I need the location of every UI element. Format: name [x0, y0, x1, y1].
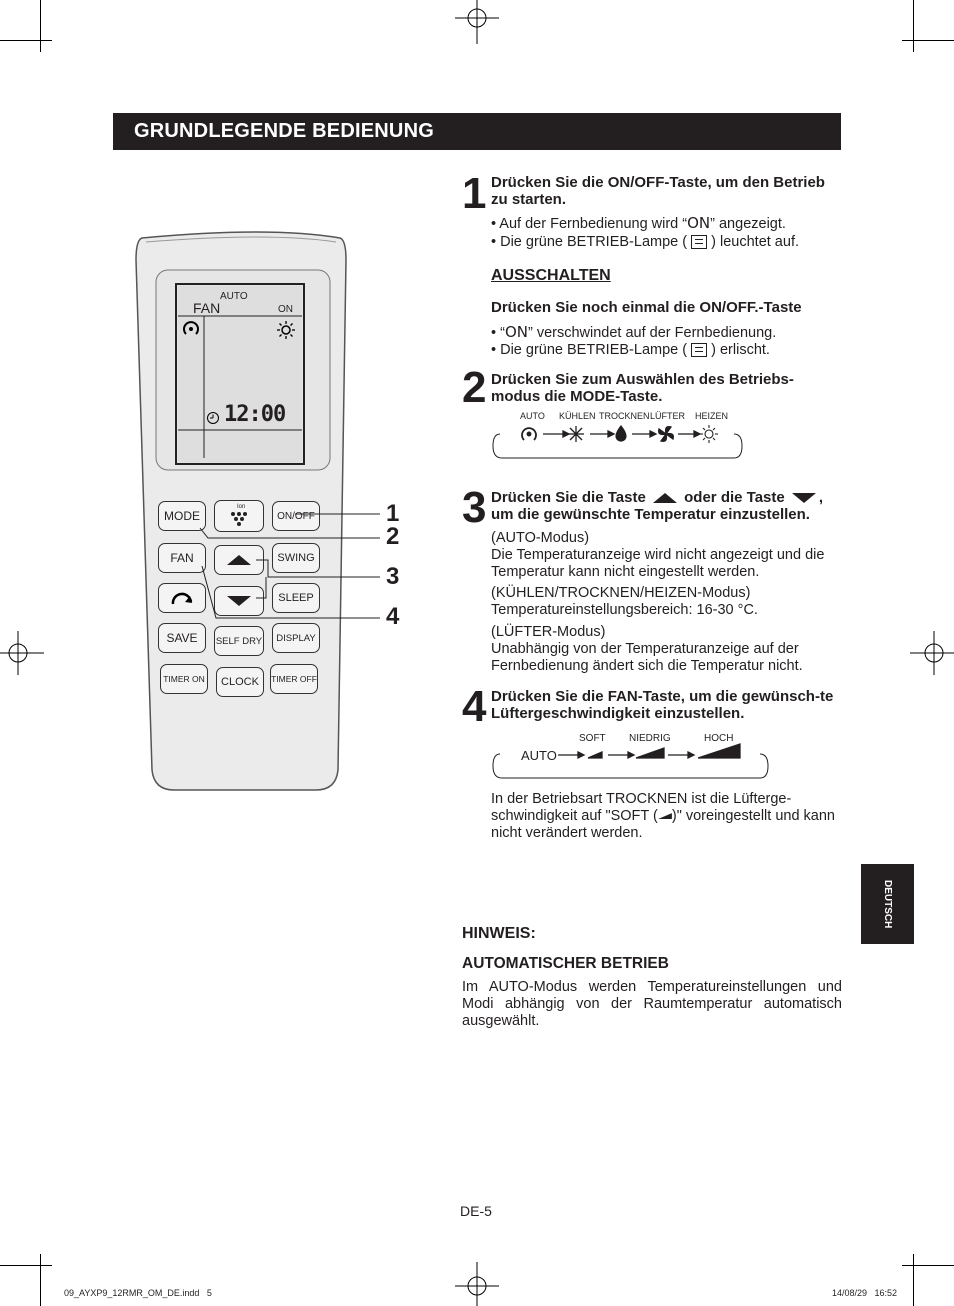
mode-label-cool: KÜHLEN — [559, 411, 596, 421]
page-number: DE-5 — [460, 1203, 492, 1219]
hinweis-heading: HINWEIS: — [462, 925, 536, 942]
crop-mark — [40, 0, 41, 52]
callout-1: 1 — [386, 500, 400, 527]
crop-mark — [913, 1254, 914, 1306]
callout-4: 4 — [386, 603, 400, 630]
step-1-title: Drücken Sie die ON/OFF-Taste, um den Betrieb zu starten. — [491, 174, 825, 208]
step-3-title-line-2: um die gewünschte Temperatur einzustellen. — [491, 506, 810, 523]
off-bullet-2 — [491, 341, 770, 360]
onoff-button-label: ON/OFF — [277, 510, 315, 522]
off-bullet-1-pre: • “ — [491, 325, 505, 341]
footer-date: 14/08/29 16:52 — [832, 1288, 898, 1298]
step-1-bullet-2 — [491, 233, 799, 252]
up-arrow-icon — [653, 493, 677, 503]
speed-label-auto: AUTO — [521, 748, 557, 763]
step-4-note-post: )" voreingestellt und kann nicht verändert werden. — [491, 808, 835, 841]
down-arrow-icon — [792, 493, 816, 503]
display-fan: FAN — [193, 300, 221, 316]
step-4-note — [491, 791, 836, 842]
step-3-title-b: oder die Taste — [684, 489, 785, 506]
auto-mode-icon — [182, 320, 200, 338]
crop-mark — [902, 40, 954, 41]
display-auto: AUTO — [220, 291, 248, 302]
step-4-note-pre: In der Betriebsart TROCKNEN ist die Lüfterge-schwindigkeit auf "SOFT ( — [491, 791, 792, 824]
display-on: ON — [278, 304, 293, 315]
step-4-number: 4 — [462, 682, 487, 731]
callout-lines — [180, 500, 390, 630]
on-indicator-icon: ON — [504, 323, 528, 341]
language-tab — [861, 864, 914, 944]
save-button-label: SAVE — [166, 631, 198, 645]
footer-file: 09_AYXP9_12RMR_OM_DE.indd 5 — [64, 1288, 212, 1298]
mode-label-heat: HEIZEN — [695, 411, 729, 421]
selfdry-button-label: SELF DRY — [215, 635, 263, 647]
speed-label-high: HOCH — [704, 733, 734, 744]
step-1-bullet-1-pre: • Auf der Fernbedienung wird “ — [491, 216, 688, 232]
mode-cycle-diagram — [490, 420, 746, 462]
timeron-button-label: TIMER ON — [163, 674, 205, 684]
heat-mode-icon — [276, 320, 296, 340]
crop-mark — [40, 1254, 41, 1306]
step-3-title-line-1 — [491, 489, 823, 506]
operation-lamp-icon — [691, 235, 707, 249]
off-bullet-1 — [491, 323, 776, 343]
swing-button-label: SWING — [277, 552, 315, 564]
timeroff-button-label: TIMER OFF — [271, 674, 317, 684]
timeroff-button[interactable] — [270, 664, 318, 694]
speed-label-low: NIEDRIG — [629, 733, 671, 744]
step-2-number: 2 — [462, 363, 487, 412]
display-button-label: DISPLAY — [276, 632, 316, 644]
step-3-title-c: , — [818, 489, 824, 506]
registration-mark — [0, 631, 44, 675]
mode-label-dry: TROCKNEN — [599, 411, 650, 421]
step-3-khh-mode: (KÜHLEN/TROCKNEN/HEIZEN-Modus) — [491, 585, 751, 601]
callout-2: 2 — [386, 523, 400, 550]
step-1-number: 1 — [462, 169, 487, 218]
hinweis-text: Im AUTO-Modus werden Temperatureinstellungen und Modi abhängig von der Raumtemperatur automatisch ausgewählt. — [462, 979, 842, 1029]
step-3-khh-text: Temperatureinstellungsbereich: 16-30 °C. — [491, 602, 758, 618]
on-indicator-icon: ON — [687, 214, 711, 232]
selfdry-button[interactable] — [214, 626, 264, 656]
timeron-button[interactable] — [160, 664, 208, 694]
step-4-title: Drücken Sie die FAN-Taste, um die gewünsch-te Lüftergeschwindigkeit einzustellen. — [491, 688, 834, 722]
clock-button-label: CLOCK — [221, 676, 259, 688]
sleep-button-label: SLEEP — [278, 592, 314, 604]
ion-label: Ion — [237, 504, 246, 510]
crop-mark — [0, 40, 52, 41]
step-1-bullet-2-post: ) leuchtet auf. — [711, 234, 799, 250]
fan-button-label: FAN — [170, 551, 194, 565]
off-bullet-1-post: ” verschwindet auf der Fernbedienung. — [527, 325, 777, 341]
operation-lamp-icon — [691, 343, 707, 357]
registration-mark — [455, 1262, 499, 1306]
soft-speed-icon — [658, 813, 672, 819]
step-3-auto-text: Die Temperaturanzeige wird nicht angezeigt und die Temperatur kann nicht eingestellt werden. — [491, 547, 825, 580]
speed-label-soft: SOFT — [579, 733, 606, 744]
clock-button[interactable] — [216, 667, 264, 697]
step-1-bullet-1 — [491, 214, 786, 234]
mode-label-auto: AUTO — [520, 411, 545, 421]
hinweis-subheading: AUTOMATISCHER BETRIEB — [462, 955, 669, 972]
crop-mark — [902, 1265, 954, 1266]
step-3-fan-text: Unabhängig von der Temperaturanzeige auf der Fernbedienung ändert sich die Temperatur nicht. — [491, 641, 803, 674]
off-bullet-2-pre: • Die grüne BETRIEB-Lampe ( — [491, 342, 688, 358]
crop-mark — [913, 0, 914, 52]
step-3-auto-mode: (AUTO-Modus) — [491, 530, 590, 546]
language-tab-label: DEUTSCH — [882, 879, 893, 929]
section-title: GRUNDLEGENDE BEDIENUNG — [134, 120, 434, 142]
off-heading: AUSSCHALTEN — [491, 267, 611, 284]
step-2-title: Drücken Sie zum Auswählen des Betriebs-modus die MODE-Taste. — [491, 371, 794, 405]
clock-icon — [206, 411, 220, 425]
off-bullet-2-post: ) erlischt. — [711, 342, 770, 358]
mode-button-label: MODE — [164, 509, 200, 523]
callout-3: 3 — [386, 563, 400, 590]
display-time: 12:00 — [224, 402, 286, 427]
mode-label-fan: LÜFTER — [650, 411, 686, 421]
step-1-bullet-2-pre: • Die grüne BETRIEB-Lampe ( — [491, 234, 688, 250]
step-3-fan-mode: (LÜFTER-Modus) — [491, 624, 606, 640]
crop-mark — [0, 1265, 52, 1266]
step-3-title-a: Drücken Sie die Taste — [491, 489, 646, 506]
step-1-bullet-1-post: ” angezeigt. — [710, 216, 786, 232]
off-subheading: Drücken Sie noch einmal die ON/OFF.-Taste — [491, 299, 802, 316]
step-3-number: 3 — [462, 483, 487, 532]
registration-mark — [455, 0, 499, 44]
registration-mark — [910, 631, 954, 675]
